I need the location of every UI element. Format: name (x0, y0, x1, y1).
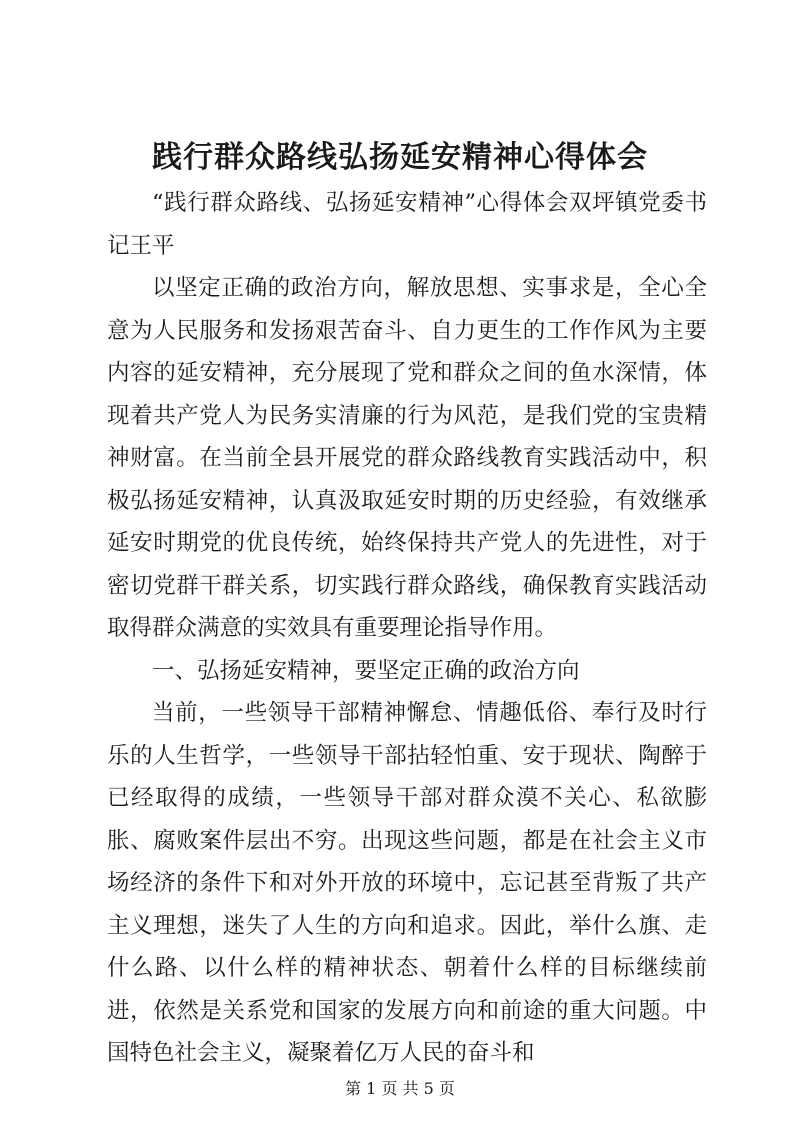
page-number-footer: 第 1 页 共 5 页 (345, 1079, 455, 1098)
body-paragraph: 以坚定正确的政治方向，解放思想、实事求是，全心全意为人民服务和发扬艰苦奋斗、自力更生的工作作风为主要内容的延安精神，充分展现了党和群众之间的鱼水深情，体现着共产党人为民务实清廉的行为风范，是我们党的宝贵精神财富。在当前全县开展党的群众路线教育实践活动中，积极弘扬延安精神，认真汲取延安时期的历史经验，有效继承延安时期党的优良传统，始终保持共产党人的先进性，对于密切党群干群关系，切实践行群众路线，确保教育实践活动取得群众满意的实效具有重要理论指导作用。 (107, 275, 707, 641)
section-heading: 一、弘扬延安精神，要坚定正确的政治方向 (152, 657, 580, 684)
document-body (107, 182, 707, 1075)
subtitle-paragraph: “践行群众路线、弘扬延安精神”心得体会双坪镇党委书记王平 (107, 190, 707, 259)
document-title: 践行群众路线弘扬延安精神心得体会 (152, 140, 648, 175)
body-paragraph: 当前，一些领导干部精神懈怠、情趣低俗、奉行及时行乐的人生哲学，一些领导干部拈轻怕重、安于现状、陶醉于已经取得的成绩，一些领导干部对群众漠不关心、私欲膨胀、腐败案件层出不穷。出现这些问题，都是在社会主义市场经济的条件下和对外开放的环境中，忘记甚至背叛了共产主义理想，迷失了人生的方向和追求。因此，举什么旗、走什么路、以什么样的精神状态、朝着什么样的目标继续前进，依然是关系党和国家的发展方向和前途的重大问题。中国特色社会主义，凝聚着亿万人民的奋斗和 (107, 700, 707, 1066)
